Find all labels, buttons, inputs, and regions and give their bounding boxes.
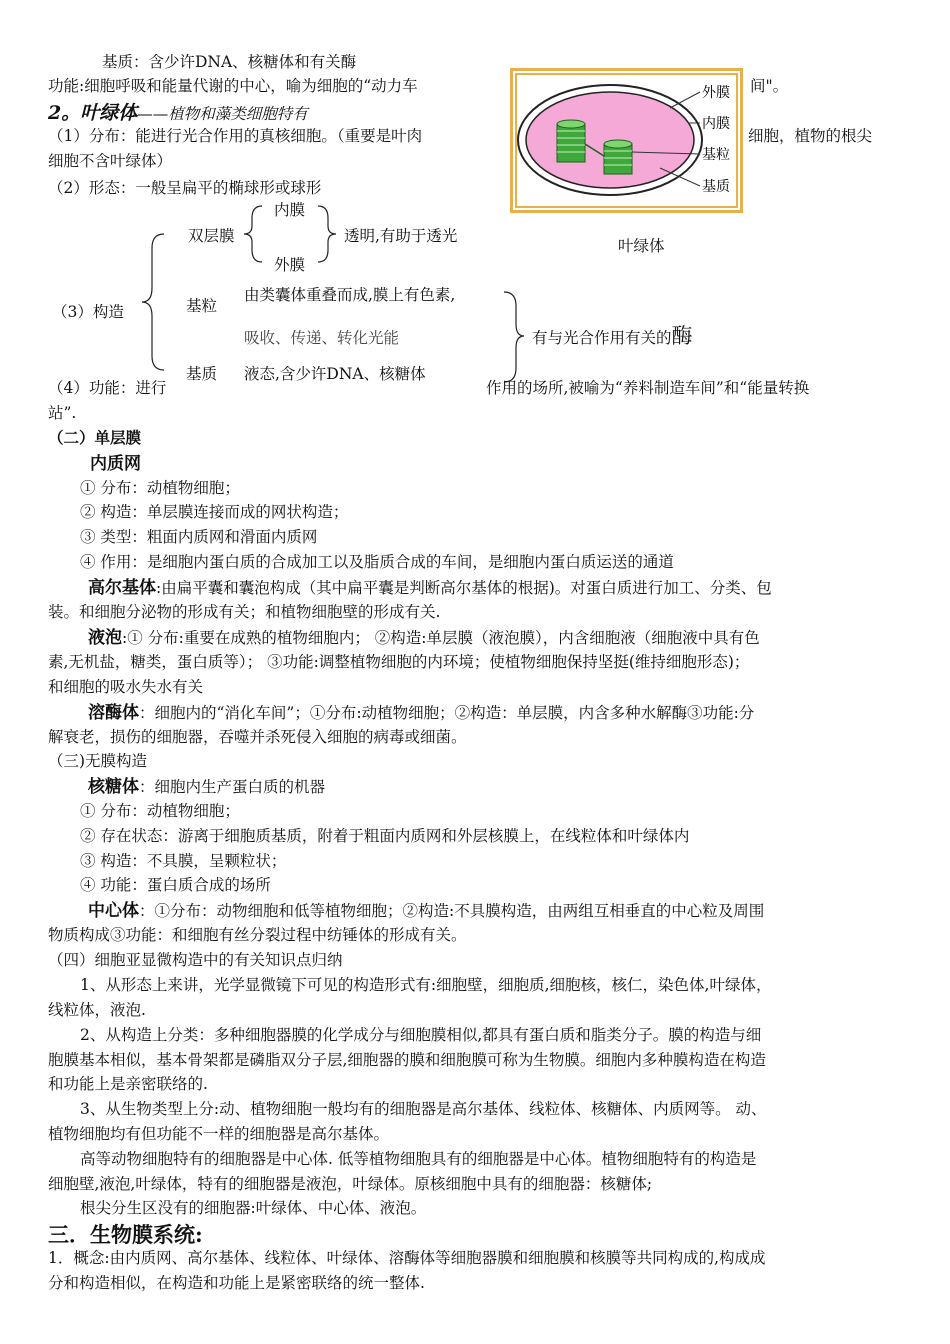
ribosome-text: ：细胞内生产蛋白质的机器	[139, 778, 326, 796]
chloroplast-diagram	[510, 68, 743, 213]
label-grana: 基粒	[702, 147, 730, 163]
biomembrane-p1-2: 分和构造相似，在构造和功能上是紧密联络的统一整体.	[48, 1274, 425, 1292]
chloroplast-function-2: 站”.	[48, 404, 77, 422]
er-item-3: ③ 类型：粗面内质网和滑面内质网	[80, 528, 318, 546]
lysosome-text: ：细胞内的“消化车间”；①分布:动植物细胞；②构造：单层膜，内含多种水解酶③功能:分	[139, 704, 755, 722]
ribosome-item-3: ③ 构造：不具膜，呈颗粒状；	[80, 852, 287, 870]
centrosome-title: 中心体	[88, 901, 139, 921]
summary-p3: 3、从生物类型上分:动、植物细胞一般均有的细胞器是高尔基体、线粒体、核糖体、内质网等。 动、	[80, 1100, 767, 1118]
summary-p5: 根尖分生区没有的细胞器:叶绿体、中心体、液泡。	[80, 1199, 427, 1217]
summary-p4: 高等动物细胞特有的细胞器是中心体. 低等植物细胞具有的细胞器是中心体。植物细胞特有的构造是	[80, 1150, 757, 1168]
inner-membrane-label: 内膜	[274, 201, 306, 219]
summary-p2-2: 胞膜基本相似，基本骨架都是磷脂双分子层,细胞器的膜和细胞膜可称为生物膜。细胞内多种膜构造在构造	[48, 1051, 766, 1069]
lysosome-title: 溶酶体	[88, 703, 139, 723]
enzyme-note-text: 有与光合作用有关的	[532, 329, 672, 347]
ribosome-item-2: ② 存在状态：游离于细胞质基质，附着于粗面内质网和外层核膜上，在线粒体和叶绿体内	[80, 827, 690, 845]
shape-line: （2）形态：一般呈扁平的椭球形或球形	[48, 179, 322, 197]
function-line-end: 间"。	[750, 77, 789, 95]
er-title: 内质网	[90, 454, 141, 474]
ribosome-item-4: ④ 功能：蛋白质合成的场所	[80, 876, 271, 894]
stroma-label: 基质	[186, 365, 218, 383]
structure-label: （3）构造	[52, 303, 124, 321]
chloroplast-function: （4）功能：进行	[48, 379, 167, 397]
distribution-line-2: 细胞不含叶绿体）	[48, 152, 173, 170]
ribosome-line	[88, 774, 325, 801]
summary-p4-2: 细胞壁,液泡,叶绿体，特有的细胞器是液泡，叶绿体。原核细胞中具有的细胞器：核糖体;	[48, 1175, 653, 1193]
summary-p2-3: 和功能上是亲密联络的.	[48, 1075, 208, 1093]
vacuole-line	[88, 625, 760, 652]
summary-p1: 1、从形态上来讲，光学显微镜下可见的构造形式有:细胞壁，细胞质,细胞核，核仁，染色体,叶绿体，	[80, 976, 772, 994]
matrix-line: 基质：含少许DNA、核糖体和有关酶	[102, 53, 357, 71]
outer-membrane-label: 外膜	[274, 256, 306, 274]
chloroplast-function-end: 作用的场所,被喻为“养料制造车间”和“能量转换	[486, 379, 810, 397]
brace-membranes-right	[318, 206, 336, 262]
ribosome-title: 核糖体	[88, 777, 139, 797]
chloroplast-heading-sub: ——植物和藻类细胞特有	[137, 105, 308, 123]
label-inner-membrane: 内膜	[702, 116, 730, 132]
golgi-text: :由扁平囊和囊泡构成（其中扁平囊是判断高尔基体的根据)。对蛋白质进行加工、分类、包	[156, 579, 772, 597]
ribosome-item-1: ① 分布：动植物细胞；	[80, 802, 240, 820]
enzyme-note-enzyme: 酶	[671, 324, 693, 348]
grana-description: 由类囊体重叠而成,膜上有色素,	[244, 286, 456, 304]
figure-caption: 叶绿体	[618, 237, 665, 255]
lysosome-line-2: 解衰老，损伤的细胞器，吞噬并杀死侵入细胞的病毒或细菌。	[48, 728, 467, 746]
summary-p2: 2、从构造上分类：多种细胞器膜的化学成分与细胞膜相似,都具有蛋白质和脂类分子。膜的构造与细	[80, 1026, 762, 1044]
er-item-2: ② 构造：单层膜连接而成的网状构造；	[80, 503, 349, 521]
function-line: 功能:细胞呼吸和能量代谢的中心，喻为细胞的“动力车	[48, 77, 418, 95]
label-stroma: 基质	[702, 179, 730, 195]
no-membrane-heading: （三)无膜构造	[48, 752, 148, 770]
vacuole-line-2: 素,无机盐，糖类，蛋白质等）； ③功能:调整植物细胞的内环境；使植物细胞保持坚挺(维持细胞形态)；	[48, 653, 750, 671]
biomembrane-heading: 三．生物膜系统:	[48, 1222, 203, 1247]
vacuole-text: :① 分布:重要在成熟的植物细胞内； ②构造:单层膜（液泡膜），内含细胞液（细胞液中具有色	[122, 629, 760, 647]
chloroplast-figure	[510, 68, 743, 213]
centrosome-line-2: 物质构成③功能：和细胞有丝分裂过程中纺锤体的形成有关。	[48, 926, 467, 944]
brace-function	[504, 292, 524, 382]
centrosome-line	[88, 898, 764, 925]
stroma-description: 液态,含少许DNA、核糖体	[244, 365, 426, 383]
single-membrane-heading: （二）单层膜	[48, 428, 142, 447]
distribution-line-end: 细胞，植物的根尖	[748, 127, 873, 145]
centrosome-text: ：①分布：动物细胞和低等植物细胞；②构造:不具膜构造，由两组互相垂直的中心粒及周围	[139, 902, 765, 920]
grana-description-clipped: 吸收、传递、转化光能	[244, 329, 400, 347]
summary-heading: （四）细胞亚显微构造中的有关知识点归纳	[48, 951, 343, 969]
double-membrane-label: 双层膜	[188, 227, 235, 245]
grana-label: 基粒	[186, 297, 218, 315]
summary-p3-2: 植物细胞均有但功能不一样的细胞器是高尔基体。	[48, 1125, 390, 1143]
brace-structure	[142, 234, 164, 370]
label-outer-membrane: 外膜	[702, 85, 730, 101]
chloroplast-heading-num: 2。叶绿体	[48, 102, 138, 124]
brace-membranes-left	[244, 206, 262, 262]
er-item-4: ④ 作用：是细胞内蛋白质的合成加工以及脂质合成的车间，是细胞内蛋白质运送的通道	[80, 553, 674, 571]
er-item-1: ① 分布：动植物细胞；	[80, 479, 240, 497]
granum-right	[604, 140, 632, 174]
distribution-line: （1）分布：能进行光合作用的真核细胞。（重要是叶肉	[48, 127, 423, 145]
vacuole-title: 液泡	[88, 628, 122, 648]
biomembrane-p1: 1．概念:由内质网、高尔基体、线粒体、叶绿体、溶酶体等细胞器膜和细胞膜和核膜等共同构成的,构成成	[48, 1249, 766, 1267]
granum-left	[557, 120, 585, 162]
summary-p1-2: 线粒体，液泡.	[48, 1001, 146, 1019]
vacuole-line-3: 和细胞的吸水失水有关	[48, 678, 204, 696]
enzyme-note	[532, 320, 693, 354]
golgi-line-2: 装。和细胞分泌物的形成有关；和植物细胞壁的形成有关.	[48, 603, 441, 621]
transparent-note: 透明,有助于透光	[344, 227, 458, 245]
golgi-title: 高尔基体	[88, 578, 156, 598]
lysosome-line	[88, 700, 754, 727]
golgi-line	[88, 575, 772, 602]
